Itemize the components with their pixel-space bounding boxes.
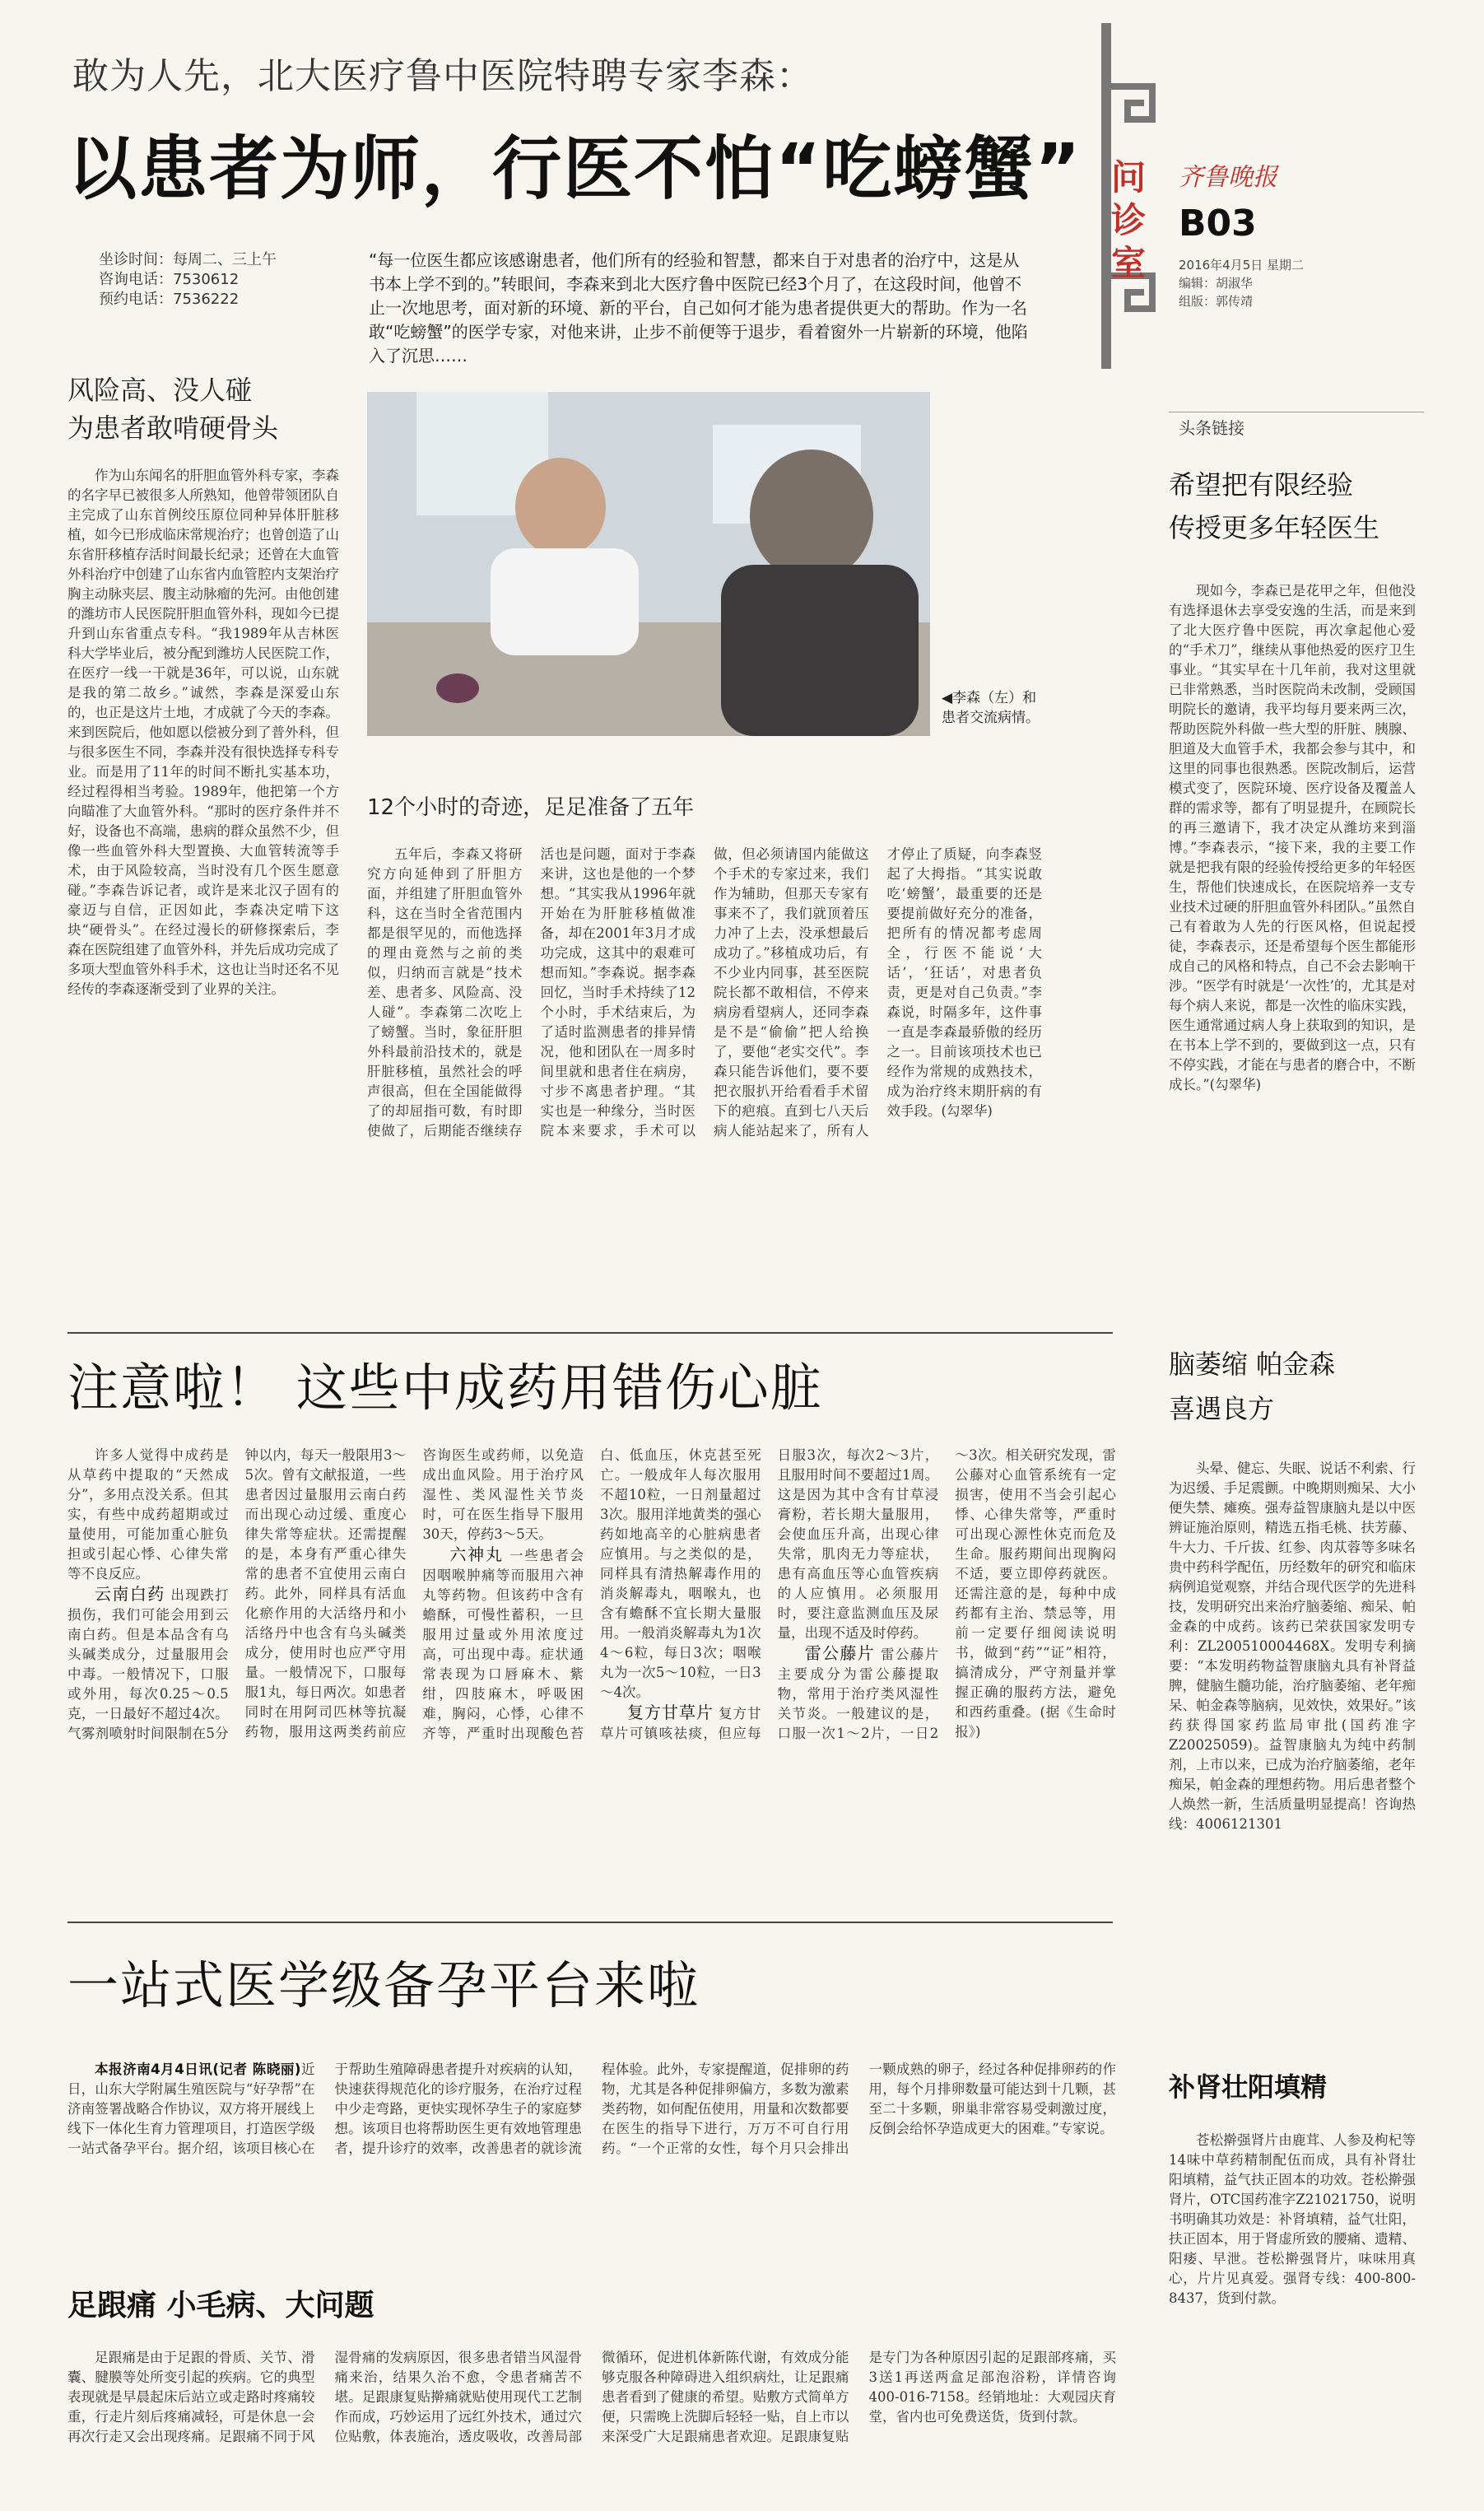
lead-paragraph: “每一位医生都应该感谢患者，他们所有的经验和智慧，都来自于对患者的治疗中，这是从书本上学不到的。”转眼间，李森来到北大医疗鲁中医院已经3个月了，在这段时间，他曾不止一次地思考，面对新的环境、新的平台，自己如何才能为患者提供更大的帮助。作为一名敢“吃螃蟹”的医学专家，对他来讲，止步不前便等于退步，看着窗外一片崭新的环境，他陷入了沉思…… [369,250,1028,366]
article3-byline: 本报济南4月4日讯(记者 陈晓丽) [95,2061,301,2077]
article3-title: 一站式医学级备孕平台来啦 [67,1955,700,2015]
right-mid-heading-line2: 喜遇良方 [1169,1393,1275,1424]
right-top-body [1169,581,1416,1347]
article4-title: 足跟痛 小毛病、大问题 [67,2289,374,2322]
article2-intro: 许多人觉得中成药是从草药中提取的“天然成分”，多用点没关系。但其实，有些中成药超期或过量使用，可能加重心脏负担或引起心悸、心律失常等不良反应。 [67,1447,229,1582]
section1-body-text: 作为山东闻名的肝胆血管外科专家，李森的名字早已被很多人所熟知，他曾带领团队自主完成了山东首例绞压原位同种异体肝脏移植，如今已形成临床常规治疗；也曾创造了山东省肝移植存活时间最长纪录；还曾在大血管外科治疗中创建了山东省内血管腔内支架治疗胸主动脉夹层、腹主动脉瘤的先河。由他创建的潍坊市人民医院肝胆血管外科，现如今已提升到山东省重点专科。“我1989年从吉林医科大学毕业后，被分配到潍坊人民医院工作，在医疗一线一干就是36年，可以说，山东就是我的第二故乡。”诚然，李森是深爱山东的，也正是这片土地，才成就了今天的李森。来到医院后，他如愿以偿被分到了普外科，但与很多医生不同，李森并没有很快选择专科专业。而是用了11年的时间不断扎实基本功，经过程得相当考验。1989年，他把第一个方向瞄准了大血管外科。“那时的医疗条件并不好，设备也不高端，患病的群众虽然不少，但像一些血管外科大型置换、大血管转流等手术，由于风险较高，当时没有几个医生愿意碰。”李森告诉记者，或许是来北汉子固有的豪迈与自信，正因如此，李森决定啃下这块“硬骨头”。在经过漫长的研修探索后，李森在医院组建了血管外科，并先后成功完成了多项大型血管外科手术，这也让当时还名不见经传的李森逐渐受到了业界的关注。 [67,468,339,997]
section2-body-text: 五年后，李森又将研究方向延伸到了肝胆方面，并组建了肝胆血管外科，这在当时全省范围内都是很罕见的，而他选择的理由竟然与之前的类似，归纳而言就是“技术差、患者多、风险高、没人碰”。李森第二次吃上了螃蟹。当时，象征肝胆外科最前沿技术的，就是肝脏移植，虽然社会的呼声很高，但在全国能做得了的却屈指可数，有时即使做了，后期能否继续存活也是问题，面对于李森来讲，这也是他的一个梦想。“其实我从1996年就开始在为肝脏移植做准备，却在2001年3月才成功完成，这其中的艰难可想而知。”李森说。据李森回忆，当时手术持续了12个小时，手术结束后，为了适时监测患者的排异情况，他和团队在一周多时间里就和患者住在病房，寸步不离患者护理。“其实也是一种缘分，当时医院本来要求，手术可以做，但必须请国内能做这个手术的专家过来，我们作为辅助，但那天专家有事来不了，我们就顶着压力冲了上去，没承想最后成功了。”移植成功后，有不少业内同事，甚至医院院长都不敢相信，不停来病房看望病人，还同李森是不是“偷偷”把人给换了，要他“老实交代”。李森只能告诉他们，要不要把衣服扒开给看看手术留下的疤痕。直到七八天后病人能站起来了，所有人才停止了质疑，向李森竖起了大拇指。“其实说敢吃‘螃蟹’，最重要的还是要提前做好充分的准备，把所有的情况都考虑周全，行医不能说‘大话’，‘狂话’，对患者负责，更是对自己负责。”李森说，时隔多年，这件事一直是李森最骄傲的经历之一。目前该项技术也已经作为常规的成熟技术，成为治疗终末期肝病的有效手段。(勾翠华) [367,846,1042,1139]
item3-title: 复方甘草片 [626,1703,714,1722]
right-bottom-body-text: 苍松擀强肾片由鹿茸、人参及枸杞等14味中草药精制配伍而成，具有补肾壮阳填精，益气扶正固本的功效。苍松擀强肾片，OTC国药准字Z21021750，说明书明确其功效是：补肾填精，益气壮阳，扶正固本，用于肾虚所致的腰痛、遗精、阳痿、早泄。苍松擀强肾片，味味用真心，片片见真爱。强肾专线：400-800-8437，货到付款。 [1169,2132,1416,2306]
article3-top-rule [67,1922,1113,1923]
masthead-editor: 编辑：胡淑华 [1179,276,1254,291]
section2-body [367,845,1042,1322]
article4-body [67,2348,1116,2496]
masthead-layout: 组版：郭传靖 [1179,294,1254,309]
article2-top-rule [67,1332,1113,1334]
masthead-paper: 齐鲁晚报 [1179,163,1277,192]
right-top-heading-line1: 希望把有限经验 [1169,469,1354,501]
doctor-patient-photo [367,392,930,736]
info-hours: 坐诊时间：每周二、三上午 [99,251,277,268]
right-mid-body-text: 头晕、健忘、失眠、说话不利索、行为迟缓、手足震颤。中晚期则痴呆、大小便失禁、瘫痪。强寿益智康脑丸是以中医辨证施治原则，精选五指毛桃、扶芳藤、牛大力、千斤拔、红参、肉苁蓉等多味名贵中药科学配伍，历经数年的研究和临床病例追觉观察，并结合现代医学的先进科技，发明研究出来治疗脑萎缩、痴呆、帕金森的中成药。该药已荣获国家发明专利：ZL200510004468X。发明专利摘要：“本发明药物益智康脑丸具有补肾益脾，健脑生髓功能，治疗脑萎缩、老年痴呆、帕金森等脑病，见效快，效果好。”该药获得国家药监局审批(国药准字Z20025059)。益智康脑丸为纯中药制剂，上市以来，已成为治疗脑萎缩，老年痴呆，帕金森的理想药物。用后患者整个人焕然一新，生活质量明显提高！咨询热线：4006121301 [1169,1460,1416,1832]
info-phone: 咨询电话：7530612 [99,271,240,288]
article2-title: 注意啦！ 这些中成药用错伤心脏 [67,1358,823,1418]
article3-body [67,2060,1116,2233]
article3-body-text: 近日，山东大学附属生殖医院与“好孕帮”在济南签署战略合作协议，双方将开展线上线下一体化生育力管理项目，打造医学级一站式备孕平台。据介绍，该项目核心在于帮助生殖障碍患者提升对疾病的认知，快速获得规范化的诊疗服务，在治疗过程中少走弯路，更快实现怀孕生子的家庭梦想。该项目也将帮助医生更有效地管理患者，提升诊疗的效率，改善患者的就诊流程体验。此外，专家提醒道，促排卵的药物，尤其是各种促排卵偏方，多数为激素类药物，如何配伍使用，用量和次数都要在医生的指导下进行，万万不可自行用药。“一个正常的女性，每个月只会排出一颗成熟的卵子，经过各种促排卵药的作用，每个月排卵数量可能达到十几颗，甚至二十多颗，卵巢非常容易受刺激过度，反倒会给怀孕造成更大的困难。”专家说。 [67,2061,1116,2156]
item2-title: 六神丸 [449,1544,504,1564]
right-bottom-heading: 补肾壮阳填精 [1169,2071,1328,2103]
photo-illustration [367,392,930,736]
right-top-heading-line2: 传授更多年轻医生 [1169,512,1380,543]
section1-heading-line2: 为患者敢啃硬骨头 [67,412,279,444]
section2-heading: 12个小时的奇迹，足足准备了五年 [367,795,695,820]
masthead-bar [1101,23,1111,369]
section1-heading-line1: 风险高、没人碰 [67,375,253,406]
item1-body: 出现跌打损伤，我们可能会用到云南白药。但是本品含有乌头碱类成分，过量服用会中毒。一般情况下，口服或外用，每次0.25～0.5克，一日最好不超过4次。气雾剂喷射时间限制在5分钟以内，每天一般限用3～5次。曾有文献报道，一些患者因过量服用云南白药而出现心动过缓、重度心律失常等症状。还需提醒的是，本身有严重心律失常的患者不宜使用云南白药。此外，同样具有活血化瘀作用的大活络丹和小活络丹中也含有乌头碱类成分，使用时也应严守用量。一般情况下，口服每服1丸，每日两次。如患者同时在用阿司匹林等抗凝药物，服用这两类药前应咨询医生或药师，以免造成出血风险。用于治疗风湿性、类风湿性关节炎时，可在医生指导下服用30天，停药3～5天。 [67,1447,584,1741]
article4-body-text: 足跟痛是由于足跟的骨质、关节、滑囊、腱膜等处所变引起的疾病。它的典型表现就是早晨起床后站立或走路时疼痛较重，行走片刻后疼痛减轻，可是休息一会再次行走又会出现疼痛。足跟痛不同于风湿骨痛的发病原因，很多患者错当风湿骨痛来治，结果久治不愈，令患者痛苦不堪。足跟康复贴擀痛就贴使用现代工艺制作而成，巧妙运用了远红外技术，通过穴位贴敷，体表施治，透皮吸收，改善局部微循环，促进机体新陈代谢，有效成分能够克服各种障碍进入组织病灶，让足跟痛患者看到了健康的希望。贴敷方式简单方便，只需晚上洗脚后轻轻一贴，自上市以来深受广大足跟痛患者欢迎。足跟康复贴是专门为各种原因引起的足跟部疼痛，买3送1再送两盒足部泡浴粉，详情咨询400-016-7158。经销地址：大观园庆育堂，省内也可免费送货，货到付款。 [67,2350,1116,2444]
masthead-page: B03 [1179,203,1257,245]
masthead-date: 2016年4月5日 星期二 [1179,258,1305,273]
item4-body: 雷公藤片主要成分为雷公藤提取物，常用于治疗类风湿性关节炎。一般建议的是，口服一次1～2片，一日2～3次。相关研究发现，雷公藤对心血管系统有一定损害，使用不当会引起心悸、心律失常等，严重时可出现心源性休克而危及生命。服药期间出现胸闷不适，要立即停药就医。还需注意的是，每种中成药都有主治、禁忌等，用前一定要仔细阅读说明书，做到“药”“证”相符，搞清成分，严守剂量并掌握正确的服药方法，避免和西药重叠。(据《生命时报》) [777,1447,1116,1741]
header-title: 以患者为师，行医不怕“吃螃蟹” [67,128,1082,209]
info-booking: 预约电话：7536222 [99,291,240,308]
header-subtitle: 敢为人先，北大医疗鲁中医院特聘专家李森： [72,55,813,97]
item2-body: 一些患者会因咽喉肿痛等而服用六神丸等药物。但该药中含有蟾酥，可慢性蓄积，一旦服用过量或外用浓度过高，可出现中毒。症状通常表现为口唇麻木、紫绀，四肢麻木，呼吸困难，胸闷，心悸，心律不齐等，严重时出现酸色苔白、低血压，休克甚至死亡。一般成年人每次服用不超10粒，一日剂量超过3次。服用洋地黄类的强心药如地高辛的心脏病患者应慎用。与之类似的是，同样具有清热解毒作用的消炎解毒丸，咽喉丸，也含有蟾酥不宜长期大量服用。一般消炎解毒丸为1次4～6粒，每日3次；咽喉丸为一次5～10粒，一日3～4次。 [422,1447,761,1741]
item1-title: 云南白药 [95,1584,165,1604]
headline-link-label: 头条链接 [1179,418,1244,438]
right-bottom-body [1169,2131,1416,2485]
item3-body: 复方甘草片可镇咳祛痰，但应每日服3次，每次2～3片，且服用时间不要超过1周。这是因为其中含有甘草浸膏粉，若长期大量服用，会使血压升高，出现心律失常，肌肉无力等症状，患有高血压等心血管疾病的人应慎用。必须服用时，要注意监测血压及尿量，出现不适及时停药。 [599,1447,939,1741]
photo-caption: ◀李森（左）和患者交流病情。 [942,690,1040,726]
right-mid-heading-line1: 脑萎缩 帕金森 [1169,1349,1336,1380]
masthead-section: 问诊室 [1111,157,1147,283]
right-mid-body [1169,1459,1416,1986]
right-top-body-text: 现如今，李森已是花甲之年，但他没有选择退休去享受安逸的生活，而是来到了北大医疗鲁中医院，再次拿起他心爱的“手术刀”，继续从事他热爱的医疗卫生事业。“其实早在十几年前，我对这里就已非常熟悉，当时医院尚未改制，受顾国明院长的邀请，我平均每月要来两三次，帮助医院外科做一些大型的肝脏、胰腺、胆道及大血管手术，我都会参与其中，和这里的同事也很熟悉。医院改制后，运营模式变了，医院环境、医疗设备及覆盖人群的需求等，都有了明显提升，在顾院长的再三邀请下，我才决定从潍坊来到淄博。”李森表示，“接下来，我的主要工作就是把我有限的经验传授给更多的年轻医生，帮他们快速成长，在医院培养一支专业技术过硬的肝胆血管外科团队。”虽然自己有着敢为人先的行医风格，但说起授徒，李森表示，还是希望每个医生都能形成自己的风格和特点，自己不会去影响干涉。“医学有时就是‘一次性’的，尤其是对每个病人来说，都是一次性的临床实践，医生通常通过病人身上获取到的知识，是在书本上学不到的，要做到这一点，只有不停实践，才能在与患者的磨合中，不断成长。”(勾翠华) [1169,583,1416,1092]
article2-body [67,1446,1116,1907]
item4-title: 雷公藤片 [804,1643,876,1663]
section1-body [67,466,339,1322]
